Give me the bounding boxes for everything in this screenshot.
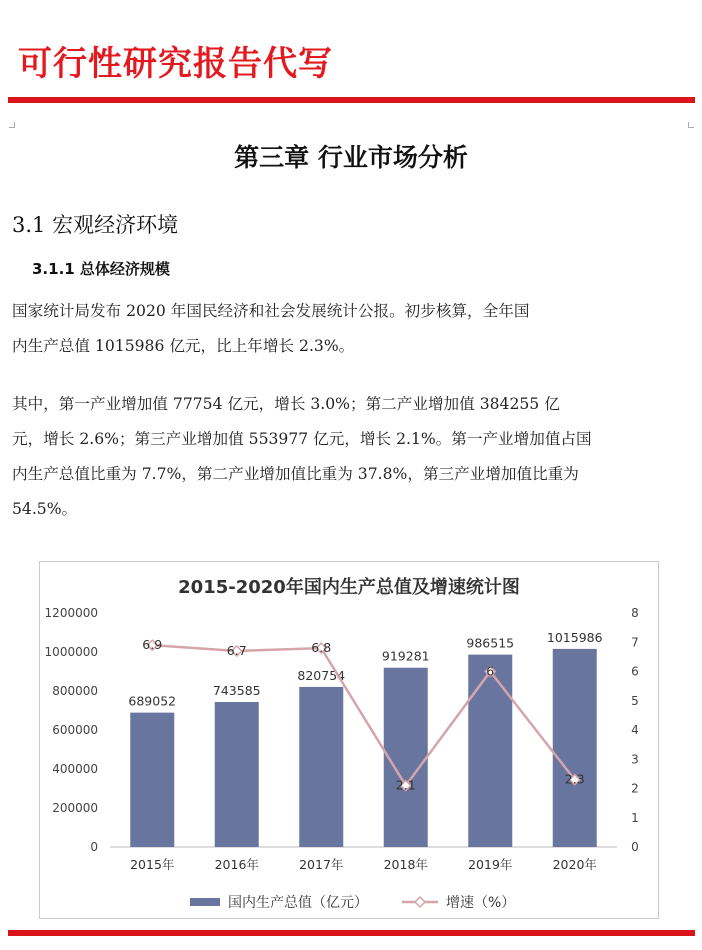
footer-divider [8, 930, 695, 936]
y-left-tick-label: 1200000 [44, 606, 98, 620]
growth-rate-label: 6.7 [226, 643, 247, 659]
growth-rate-label: 2.1 [395, 777, 416, 793]
growth-rate-label: 6.9 [142, 637, 163, 653]
paragraph-line: 内生产总值 1015986 亿元，比上年增长 2.3%。 [12, 337, 355, 355]
paragraph-line: 其中，第一产业增加值 77754 亿元，增长 3.0%；第二产业增加值 384255 亿 [12, 395, 560, 413]
growth-rate-label: 6.8 [311, 640, 332, 656]
bar [215, 702, 259, 847]
bar [468, 655, 512, 847]
y-right-tick-label: 8 [631, 606, 639, 620]
header-divider [8, 97, 695, 103]
y-left-tick-label: 200000 [52, 801, 98, 815]
legend-line-marker [415, 897, 425, 907]
y-left-tick-label: 1000000 [44, 645, 98, 659]
y-right-tick-label: 0 [631, 840, 639, 854]
bar [384, 668, 428, 847]
y-right-tick-label: 3 [631, 752, 639, 767]
banner-title: 可行性研究报告代写 [18, 44, 333, 84]
bar-value-label: 1015986 [546, 629, 603, 645]
x-tick-label: 2020年 [552, 857, 597, 872]
bar [130, 713, 174, 847]
y-left-tick-label: 0 [90, 840, 98, 854]
legend-bar-swatch [190, 898, 220, 906]
y-right-tick-label: 6 [631, 664, 639, 679]
paragraph-line: 国家统计局发布 2020 年国民经济和社会发展统计公报。初步核算，全年国 [12, 302, 530, 320]
paragraph-industry-breakdown [12, 387, 694, 527]
growth-rate-label: 6 [486, 663, 495, 679]
y-right-tick-label: 4 [631, 723, 639, 737]
legend-bar-label: 国内生产总值（亿元） [228, 895, 368, 911]
y-left-tick-label: 800000 [52, 684, 98, 698]
gdp-chart [39, 561, 659, 919]
x-tick-label: 2017年 [299, 857, 344, 872]
paragraph-line: 54.5%。 [12, 500, 78, 518]
y-left-tick-label: 400000 [52, 762, 98, 776]
y-left-tick-label: 600000 [52, 723, 98, 737]
paragraph-line: 元，增长 2.6%；第三产业增加值 553977 亿元，增长 2.1%。第一产业增加值占国 [12, 430, 592, 448]
crop-mark-right [688, 122, 694, 128]
gdp-chart-svg [40, 562, 658, 918]
y-right-tick-label: 1 [631, 810, 639, 825]
x-tick-label: 2016年 [214, 857, 259, 872]
y-right-tick-label: 5 [631, 693, 639, 708]
crop-mark-left [9, 122, 15, 128]
chart-title: 2015-2020年国内生产总值及增速统计图 [178, 577, 520, 598]
y-right-tick-label: 2 [631, 781, 639, 796]
legend-line-label: 增速（%） [446, 895, 516, 911]
growth-rate-label: 2.3 [564, 771, 585, 787]
bar-value-label: 919281 [381, 648, 430, 664]
x-tick-label: 2018年 [383, 857, 428, 872]
section-heading: 3.1 宏观经济环境 [12, 213, 179, 237]
paragraph-gdp-summary [12, 294, 694, 364]
y-right-tick-label: 7 [631, 635, 639, 650]
chapter-title: 第三章 行业市场分析 [234, 143, 468, 172]
bar-value-label: 743585 [212, 683, 261, 699]
subsection-heading: 3.1.1 总体经济规模 [32, 260, 170, 278]
bar-value-label: 820754 [297, 667, 346, 683]
bar [553, 649, 597, 847]
x-tick-label: 2015年 [130, 857, 175, 872]
paragraph-line: 内生产总值比重为 7.7%，第二产业增加值比重为 37.8%，第三产业增加值比重为 [12, 465, 579, 483]
bar [299, 687, 343, 847]
x-tick-label: 2019年 [468, 857, 513, 872]
bar-value-label: 689052 [128, 693, 177, 709]
bar-value-label: 986515 [466, 635, 515, 651]
